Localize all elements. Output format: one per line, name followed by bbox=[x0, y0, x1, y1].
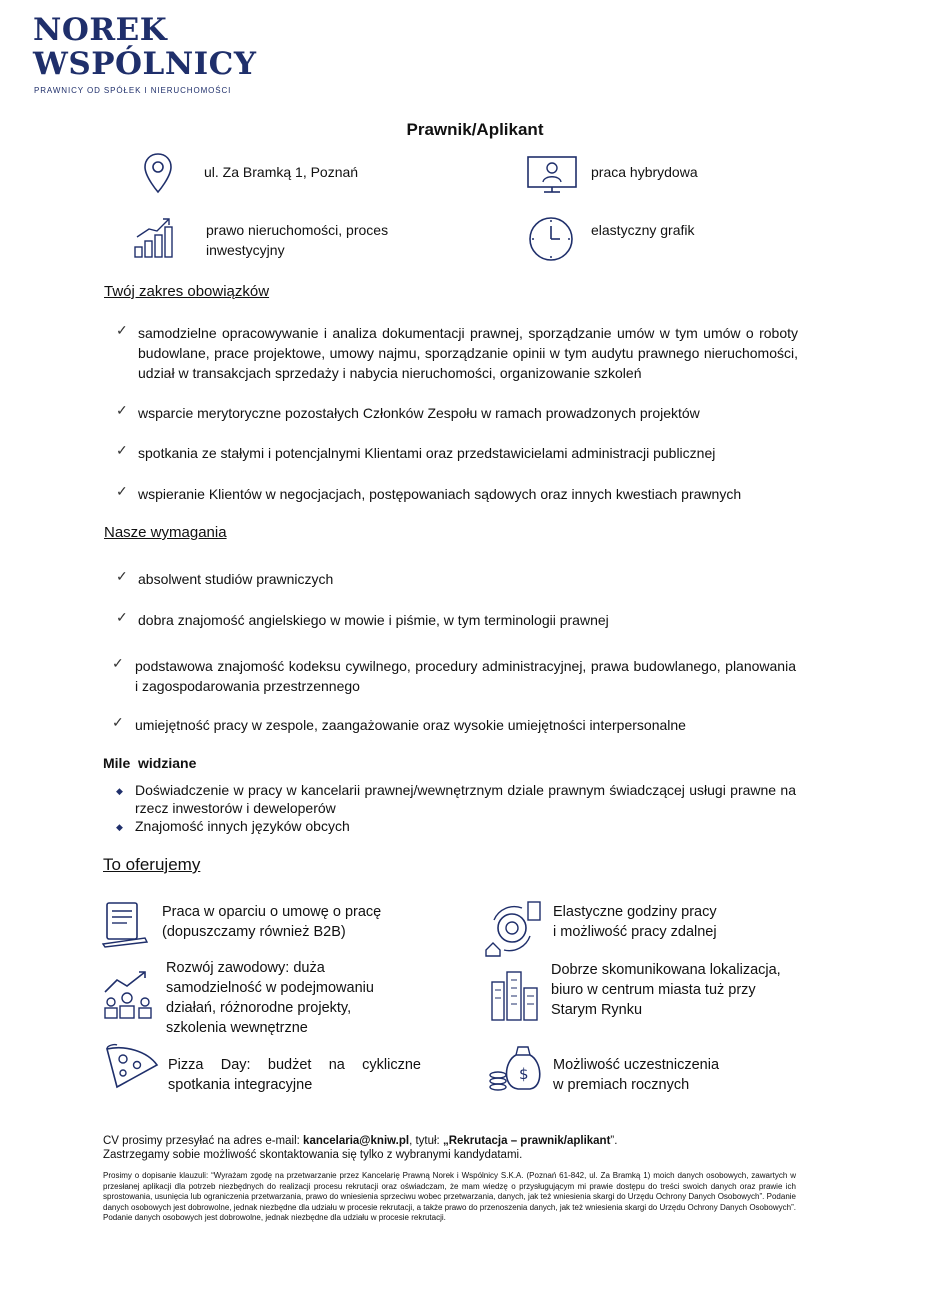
contract-document-icon bbox=[101, 900, 151, 948]
contact-email[interactable]: kancelaria@kniw.pl bbox=[303, 1135, 410, 1147]
check-icon: ✓ bbox=[116, 483, 128, 499]
requirement-item: dobra znajomość angielskiego w mowie i piśmie, w tym terminologii prawnej bbox=[138, 612, 609, 628]
bullet-icon: ◆ bbox=[116, 786, 123, 796]
logo-line1: NOREK bbox=[33, 12, 168, 48]
pizza-icon bbox=[103, 1043, 161, 1091]
cv-instruction bbox=[103, 1134, 803, 1148]
offer-pizza-text: Pizza Day: budżet na cykliczne spotkania integracyjne bbox=[168, 1057, 421, 1093]
cv-subject: „Rekrutacja – prawnik/aplikant bbox=[442, 1135, 611, 1147]
duty-item: samodzielne opracowywanie i analiza dokumentacji prawnej, sporządzanie umów w tym umów o roboty budowlane, prace projektowe, umowy najmu, sporządzanie opinii w tym audytu prawnego nieruchomości, udział w transakcjach sprzedaży i nabycia nieruchomości, organizowanie szkoleń bbox=[138, 325, 798, 381]
page-title: Prawnik/Aplikant bbox=[406, 120, 544, 139]
team-growth-icon bbox=[101, 968, 157, 1020]
requirement-item: umiejętność pracy w zespole, zaangażowanie oraz wysokie umiejętności interpersonalne bbox=[135, 717, 686, 733]
offer-heading: To oferujemy bbox=[103, 855, 201, 874]
check-icon: ✓ bbox=[116, 609, 128, 625]
work-mode-text: praca hybrydowa bbox=[591, 164, 698, 180]
gdpr-clause: Prosimy o dopisanie klauzuli: “Wyrażam zgodę na przetwarzanie przez Kancelarię Prawną Norek i Wspólnicy S.K.A. (Poznań 61-842, ul. Za Bramką 1) moich danych osobowych, zawartych w przesłanej aplikacji dla potrzeb niezbędnych do realizacji procesu rekrutacji oraz oświadczam, że mam wiedzę o przysługującym mi prawie dostępu do treści swoich danych oraz prawie ich sprostowania, usunięcia lub ograniczenia przetwarzania, prawo do wniesienia sprzeciwu wobec przetwarzania, danych, jak też wniesienia skargi do Urzędu Ochrony Danych Osobowych”. Podanie danych osobowych jest dobrowolne, jednak niezbędne dla udziału w procesie rekrutacji, a także prawo do przenoszenia danych, jak też wniesienia skargi do Urzędu Ochrony Danych Osobowych”. Podanie danych osobowych jest dobrowolne, jednak niezbędne dla udziału w procesie rekrutacji. bbox=[103, 1171, 796, 1222]
offer-contract-line2: (dopuszczamy również B2B) bbox=[162, 924, 346, 940]
city-buildings-icon bbox=[489, 968, 541, 1022]
offer-bonus-line1: Możliwość uczestniczenia bbox=[553, 1057, 720, 1073]
monitor-user-icon bbox=[526, 154, 578, 196]
offer-contract-line1: Praca w oparciu o umowę o pracę bbox=[162, 904, 382, 920]
duty-item: wsparcie merytoryczne pozostałych Członków Zespołu w ramach prowadzonych projektów bbox=[138, 405, 700, 421]
field-line2: inwestycyjny bbox=[206, 242, 285, 258]
offer-location-text: Dobrze skomunikowana lokalizacja, biuro w centrum miasta tuż przy Starym Rynku bbox=[551, 962, 781, 1018]
check-icon: ✓ bbox=[116, 442, 128, 458]
duty-item: spotkania ze stałymi i potencjalnymi Klientami oraz przedstawicielami administracji publicznej bbox=[138, 445, 716, 461]
logo-tagline: PRAWNICY OD SPÓŁEK I NIERUCHOMOŚCI bbox=[34, 86, 232, 95]
bullet-icon: ◆ bbox=[116, 822, 123, 832]
cv-end: ”. bbox=[610, 1135, 618, 1147]
growth-chart-icon bbox=[133, 215, 177, 259]
schedule-text: elastyczny grafik bbox=[591, 222, 695, 238]
location-pin-icon bbox=[143, 152, 173, 194]
check-icon: ✓ bbox=[112, 714, 124, 730]
check-icon: ✓ bbox=[116, 402, 128, 418]
check-icon: ✓ bbox=[116, 568, 128, 584]
offer-development-text: Rozwój zawodowy: duża samodzielność w podejmowaniu działań, różnorodne projekty, szkolenia wewnętrzne bbox=[166, 960, 374, 1036]
clock-icon bbox=[527, 215, 575, 263]
offer-bonus-line2: w premiach rocznych bbox=[553, 1077, 690, 1093]
remote-work-icon bbox=[484, 900, 544, 958]
nice-item: Znajomość innych języków obcych bbox=[135, 818, 350, 834]
cv-mid: , tytuł: bbox=[409, 1135, 443, 1147]
cv-prefix: CV prosimy przesyłać na adres e-mail: bbox=[103, 1135, 304, 1147]
duties-heading: Twój zakres obowiązków bbox=[104, 283, 270, 300]
nice-item: Doświadczenie w pracy w kancelarii prawnej/wewnętrznym dziale prawnym świadczącej usługi prawne na rzecz inwestorów i deweloperów bbox=[135, 782, 796, 816]
duty-item: wspieranie Klientów w negocjacjach, postępowaniach sądowych oraz innych kwestiach prawnych bbox=[138, 486, 742, 502]
svg-text:$: $ bbox=[519, 1065, 529, 1083]
address-text: ul. Za Bramką 1, Poznań bbox=[204, 164, 359, 180]
requirement-item: absolwent studiów prawniczych bbox=[138, 571, 334, 587]
money-bag-icon bbox=[488, 1043, 544, 1095]
contact-note: Zastrzegamy sobie możliwość skontaktowania się tylko z wybranymi kandydatami. bbox=[103, 1149, 523, 1161]
check-icon: ✓ bbox=[112, 655, 124, 671]
nice-heading: Mile widziane bbox=[103, 755, 197, 771]
requirements-heading: Nasze wymagania bbox=[104, 524, 227, 541]
check-icon: ✓ bbox=[116, 322, 128, 338]
offer-flex-line2: i możliwość pracy zdalnej bbox=[553, 924, 717, 940]
logo-line2: WSPÓLNICY bbox=[33, 46, 257, 82]
requirement-item: podstawowa znajomość kodeksu cywilnego, procedury administracyjnej, prawa budowlanego, planowania i zagospodarowania przestrzennego bbox=[135, 658, 796, 694]
offer-flex-line1: Elastyczne godziny pracy bbox=[553, 904, 717, 920]
field-line1: prawo nieruchomości, proces bbox=[206, 222, 389, 238]
